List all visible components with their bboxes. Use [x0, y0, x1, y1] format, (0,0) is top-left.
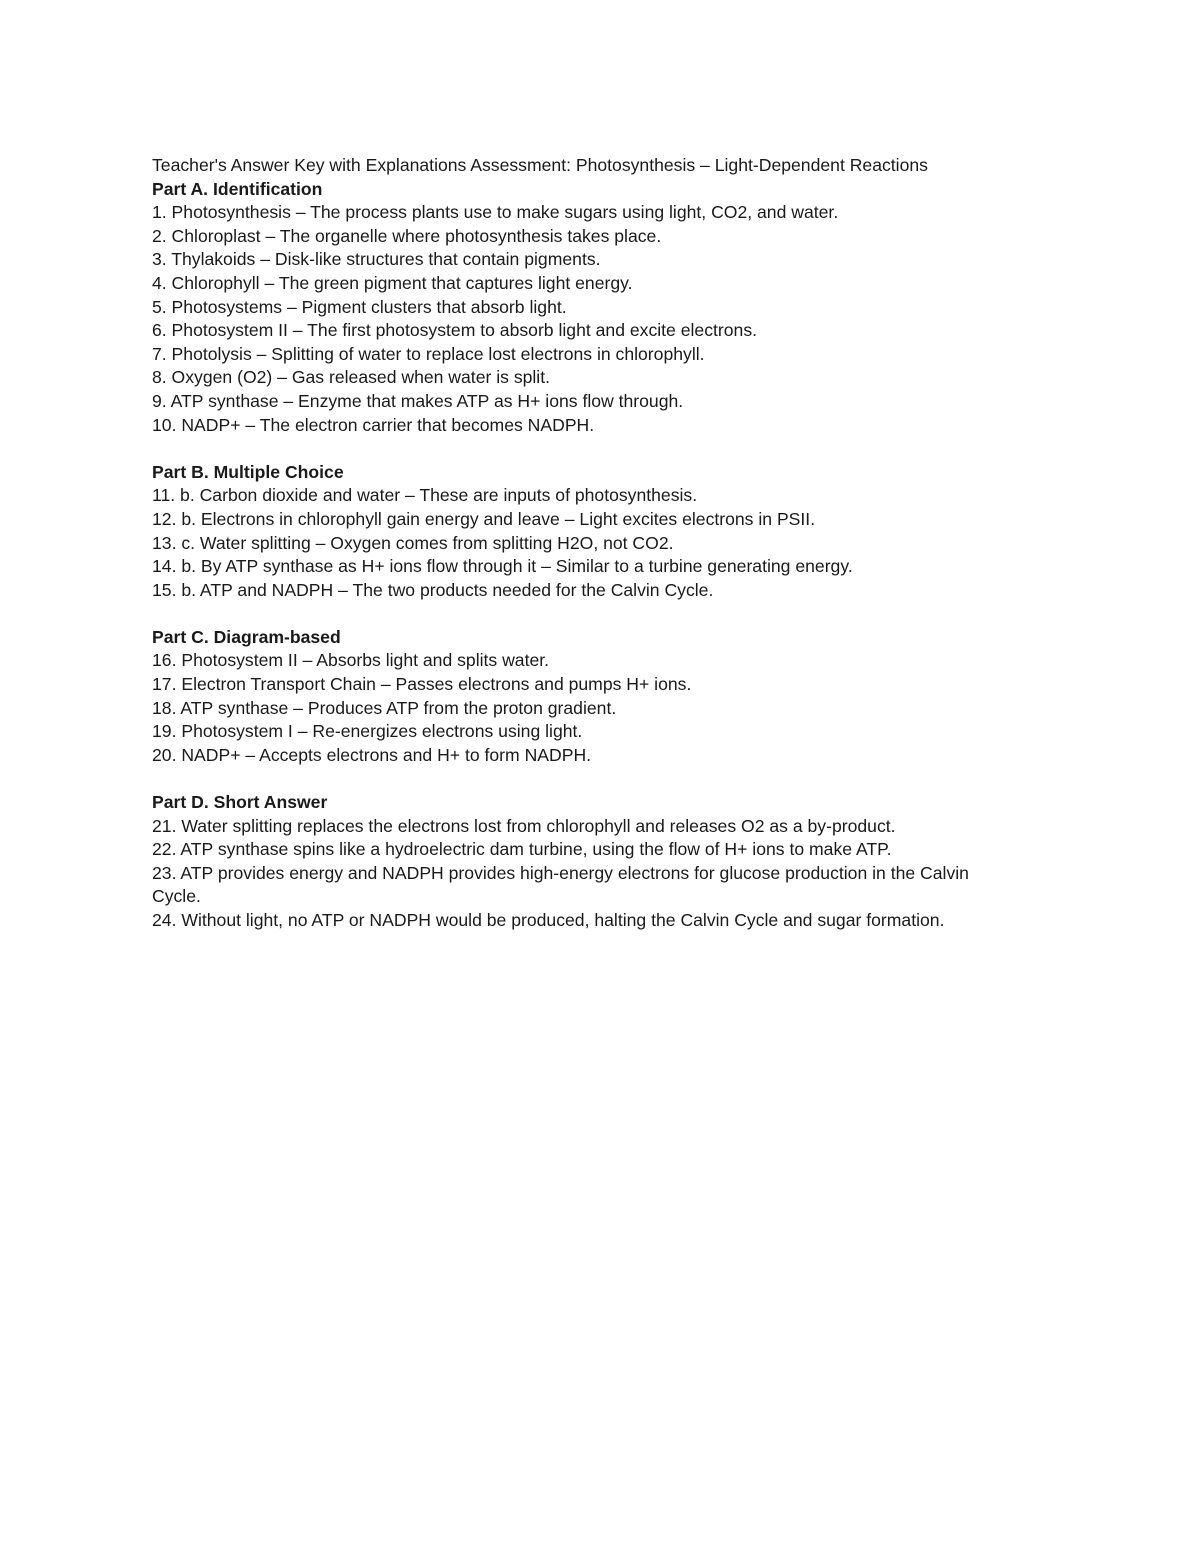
answer-item: 23. ATP provides energy and NADPH provides high-energy electrons for glucose production in the Calvin Cycle. — [152, 862, 969, 907]
answer-item: 2. Chloroplast – The organelle where photosynthesis takes place. — [152, 225, 662, 246]
section-heading-part-b: Part B. Multiple Choice — [152, 461, 344, 482]
answer-item: 5. Photosystems – Pigment clusters that absorb light. — [152, 296, 567, 317]
answer-item: 20. NADP+ – Accepts electrons and H+ to form NADPH. — [152, 744, 592, 765]
answer-item: 7. Photolysis – Splitting of water to replace lost electrons in chlorophyll. — [152, 343, 705, 364]
answer-item: 11. b. Carbon dioxide and water – These are inputs of photosynthesis. — [152, 485, 698, 506]
answer-item: 24. Without light, no ATP or NADPH would be produced, halting the Calvin Cycle and sugar formation. — [152, 910, 945, 930]
answer-item: 16. Photosystem II – Absorbs light and splits water. — [152, 650, 550, 671]
answer-item: 17. Electron Transport Chain – Passes electrons and pumps H+ ions. — [152, 674, 692, 695]
answer-item: 13. c. Water splitting – Oxygen comes from splitting H2O, not CO2. — [152, 532, 674, 553]
section-spacer — [152, 437, 1052, 461]
section-spacer — [152, 602, 1052, 626]
answer-item: 22. ATP synthase spins like a hydroelectric dam turbine, using the flow of H+ ions to make ATP. — [152, 839, 892, 860]
section-spacer — [152, 767, 1052, 791]
section-heading-part-d: Part D. Short Answer — [152, 792, 328, 813]
answer-item: 4. Chlorophyll – The green pigment that captures light energy. — [152, 272, 633, 293]
answer-item: 6. Photosystem II – The first photosystem to absorb light and excite electrons. — [152, 320, 758, 341]
document-title: Teacher's Answer Key with Explanations Assessment: Photosynthesis – Light-Dependent Reactions — [152, 155, 928, 175]
document-page — [152, 154, 1052, 933]
answer-item: 18. ATP synthase – Produces ATP from the proton gradient. — [152, 697, 617, 718]
answer-item: 12. b. Electrons in chlorophyll gain energy and leave – Light excites electrons in PSII. — [152, 508, 816, 529]
answer-item: 1. Photosynthesis – The process plants use to make sugars using light, CO2, and water. — [152, 202, 839, 223]
answer-item: 21. Water splitting replaces the electrons lost from chlorophyll and releases O2 as a by-product. — [152, 815, 896, 836]
answer-item: 10. NADP+ – The electron carrier that becomes NADPH. — [152, 414, 595, 435]
section-heading-part-c: Part C. Diagram-based — [152, 626, 341, 647]
answer-item: 3. Thylakoids – Disk-like structures that contain pigments. — [152, 249, 601, 270]
section-heading-part-a: Part A. Identification — [152, 178, 323, 199]
answer-item: 8. Oxygen (O2) – Gas released when water is split. — [152, 367, 550, 388]
answer-item: 19. Photosystem I – Re-energizes electrons using light. — [152, 721, 583, 742]
answer-item: 9. ATP synthase – Enzyme that makes ATP as H+ ions flow through. — [152, 390, 684, 411]
answer-item: 14. b. By ATP synthase as H+ ions flow through it – Similar to a turbine generating energy. — [152, 556, 853, 577]
answer-item: 15. b. ATP and NADPH – The two products needed for the Calvin Cycle. — [152, 579, 714, 600]
